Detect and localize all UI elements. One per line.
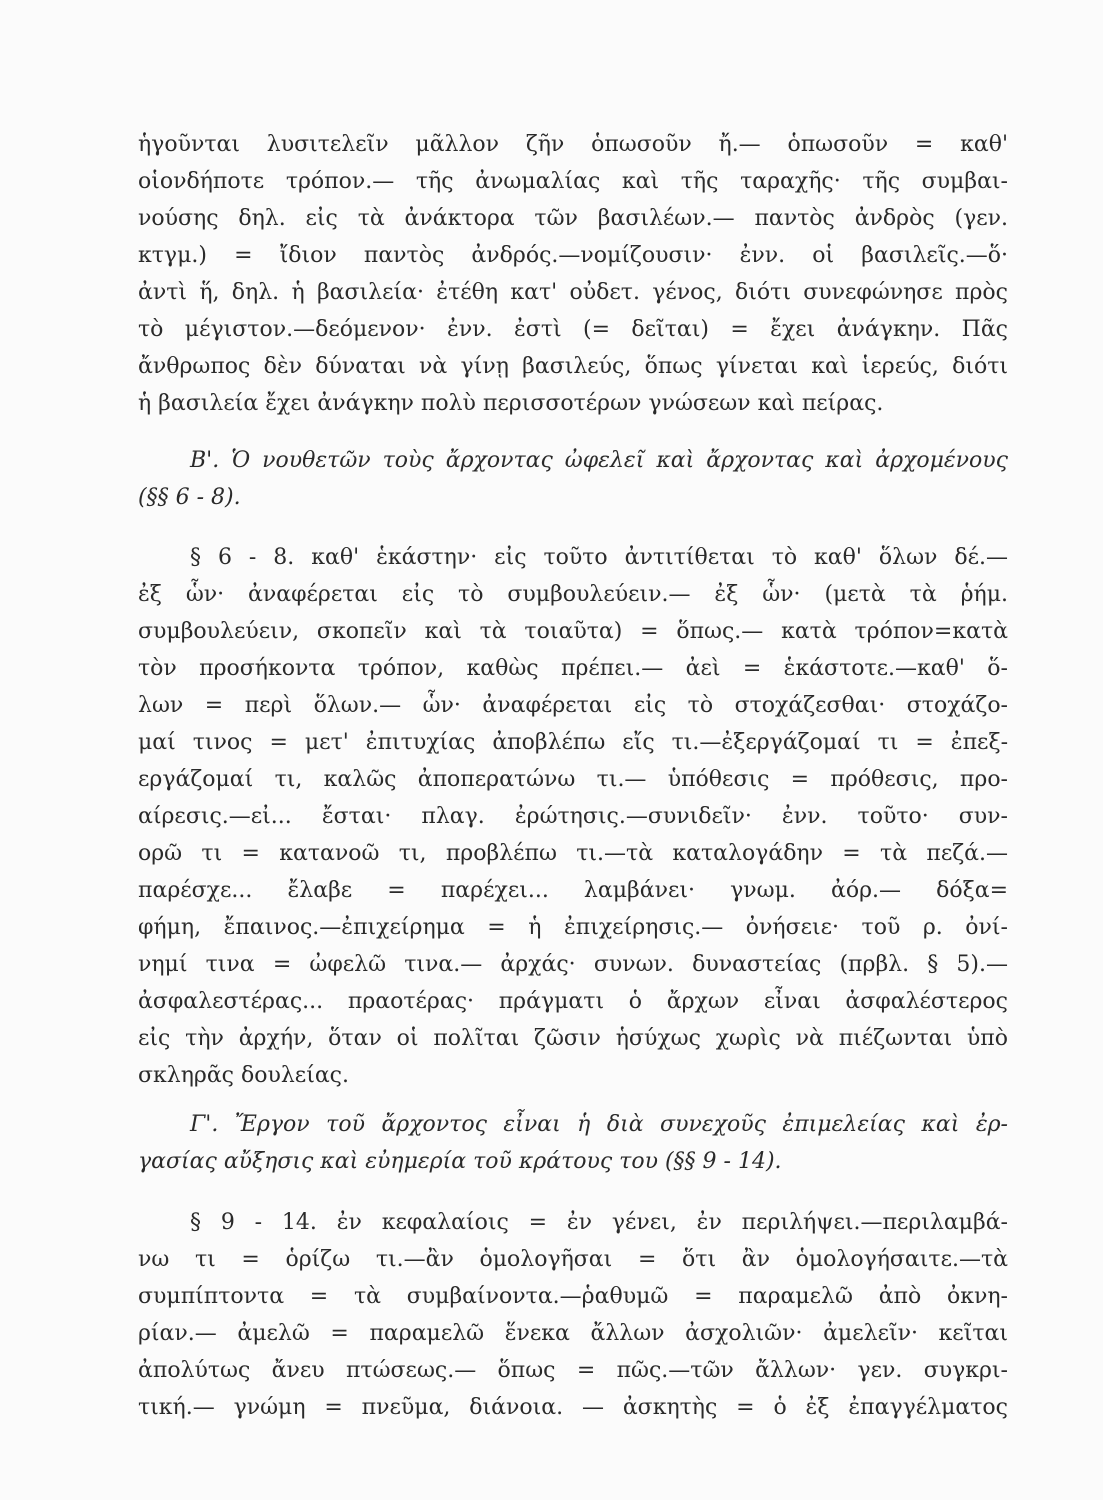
text-line: αίρεσις.—εἰ... ἔσται· πλαγ. ἐρώτησις.—συνιδεῖν· ἐνν. τοῦτο· συν- — [138, 804, 1008, 829]
section-heading-c — [138, 1106, 1008, 1180]
commentary-block-3 — [138, 1204, 1008, 1426]
text-line: εἰς τὴν ἀρχήν, ὅταν οἱ πολῖται ζῶσιν ἡσύχως χωρὶς νὰ πιέζωνται ὑπὸ — [138, 1026, 1008, 1051]
heading-line: Γ'. Ἔργον τοῦ ἄρχοντος εἶναι ἡ διὰ συνεχοῦς ἐπιμελείας καὶ ἐρ- — [190, 1112, 1008, 1137]
text-line: συμπίπτοντα = τὰ συμβαίνοντα.—ῥαθυμῶ = παραμελῶ ἀπὸ ὀκνη- — [138, 1284, 1008, 1309]
text-line: μαί τινος = μετ' ἐπιτυχίας ἀποβλέπω εἴς τι.—ἐξεργάζομαί τι = ἐπεξ- — [138, 730, 1008, 755]
text-line: § 6 - 8. καθ' ἑκάστην· εἰς τοῦτο ἀντιτίθεται τὸ καθ' ὅλων δέ.— — [190, 545, 1008, 570]
text-line: ἀπολύτως ἄνευ πτώσεως.— ὅπως = πῶς.—τῶν ἄλλων· γεν. συγκρι- — [138, 1358, 1008, 1383]
text-line: νω τι = ὁρίζω τι.—ἂν ὁμολογῆσαι = ὅτι ἂν ὁμολογήσαιτε.—τὰ — [138, 1247, 1008, 1272]
text-line: ἐξ ὧν· ἀναφέρεται εἰς τὸ συμβουλεύειν.— ἐξ ὧν· (μετὰ τὰ ῥήμ. — [138, 582, 1008, 607]
section-heading-b — [138, 442, 1008, 516]
commentary-block-1 — [138, 126, 1008, 422]
text-line: συμβουλεύειν, σκοπεῖν καὶ τὰ τοιαῦτα) = ὅπως.— κατὰ τρόπον=κατὰ — [138, 619, 1008, 644]
text-line: ορῶ τι = κατανοῶ τι, προβλέπω τι.—τὰ καταλογάδην = τὰ πεζά.— — [138, 841, 1008, 866]
text-line: λων = περὶ ὅλων.— ὧν· ἀναφέρεται εἰς τὸ στοχάζεσθαι· στοχάζο- — [138, 693, 1008, 718]
text-line: νημί τινα = ὠφελῶ τινα.— ἀρχάς· συνων. δυναστείας (πρβλ. § 5).— — [138, 952, 1008, 977]
text-line: οἱονδήποτε τρόπον.— τῆς ἀνωμαλίας καὶ τῆς ταραχῆς· τῆς συμβαι- — [138, 169, 1008, 194]
text-line: τὸν προσήκοντα τρόπον, καθὼς πρέπει.— ἀεὶ = ἑκάστοτε.—καθ' ὅ- — [138, 656, 1008, 681]
text-line: νούσης δηλ. εἰς τὰ ἀνάκτορα τῶν βασιλέων.— παντὸς ἀνδρὸς (γεν. — [138, 206, 1008, 231]
text-line: ἀσφαλεστέρας... πραοτέρας· πράγματι ὁ ἄρχων εἶναι ἀσφαλέστερος — [138, 989, 1008, 1014]
text-line: § 9 - 14. ἐν κεφαλαίοις = ἐν γένει, ἐν περιλήψει.—περιλαμβά- — [190, 1210, 1008, 1235]
text-line: κτγμ.) = ἴδιον παντὸς ἀνδρός.—νομίζουσιν· ἐνν. οἱ βασιλεῖς.—ὅ· — [138, 243, 1008, 268]
heading-line: γασίας αὔξησις καὶ εὐημερία τοῦ κράτους του (§§ 9 - 14). — [138, 1149, 782, 1174]
text-line: τική.— γνώμη = πνεῦμα, διάνοια. — ἀσκητὴς = ὁ ἐξ ἐπαγγέλματος — [138, 1395, 1008, 1420]
text-line: ἡγοῦνται λυσιτελεῖν μᾶλλον ζῆν ὁπωσοῦν ἤ.— ὁπωσοῦν = καθ' — [138, 132, 1008, 157]
text-line: τὸ μέγιστον.—δεόμενον· ἐνν. ἐστὶ (= δεῖται) = ἔχει ἀνάγκην. Πᾶς — [138, 317, 1008, 342]
commentary-block-2 — [138, 539, 1008, 1094]
text-line: ἀντὶ ἥ, δηλ. ἡ βασιλεία· ἐτέθη κατ' οὐδετ. γένος, διότι συνεφώνησε πρὸς — [138, 280, 1008, 305]
text-line: παρέσχε... ἔλαβε = παρέχει... λαμβάνει· γνωμ. ἀόρ.— δόξα= — [138, 878, 1008, 903]
text-line: φήμη, ἔπαινος.—ἐπιχείρημα = ἡ ἐπιχείρησις.— ὀνήσειε· τοῦ ρ. ὀνί- — [138, 915, 1008, 940]
text-line: ἡ βασιλεία ἔχει ἀνάγκην πολὺ περισσοτέρων γνώσεων καὶ πείρας. — [138, 391, 884, 416]
heading-line: Β'. Ὁ νουθετῶν τοὺς ἄρχοντας ὠφελεῖ καὶ ἄρχοντας καὶ ἀρχομένους — [190, 448, 1008, 473]
text-line: σκληρᾶς δουλείας. — [138, 1063, 349, 1088]
text-line: ρίαν.— ἀμελῶ = παραμελῶ ἕνεκα ἄλλων ἀσχολιῶν· ἀμελεῖν· κεῖται — [138, 1321, 1008, 1346]
heading-line: (§§ 6 - 8). — [138, 485, 241, 510]
text-line: εργάζομαί τι, καλῶς ἀποπερατώνω τι.— ὑπόθεσις = πρόθεσις, προ- — [138, 767, 1008, 792]
text-line: ἄνθρωπος δὲν δύναται νὰ γίνῃ βασιλεύς, ὅπως γίνεται καὶ ἱερεύς, διότι — [138, 354, 1008, 379]
